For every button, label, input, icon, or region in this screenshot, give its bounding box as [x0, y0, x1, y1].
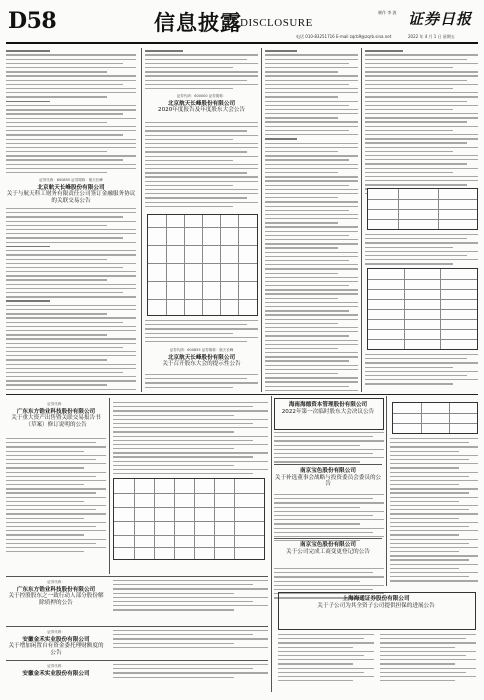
notice-title: 关于子公司为其全资子公司提供担保的进展公告 [317, 602, 435, 609]
text-block [265, 50, 358, 392]
notice-header [6, 664, 106, 677]
text-column [365, 48, 478, 392]
text-block [380, 634, 476, 684]
section-rule [6, 394, 478, 395]
column-rule [361, 48, 362, 392]
notice-rule [6, 660, 268, 661]
editor-line: 制作 李 波 [378, 10, 397, 15]
notice-company: 南京宝色股份有限公司 [300, 542, 356, 548]
date-line: 2022 年 4 月 1 日 星期五 [408, 34, 455, 39]
notice-header [145, 94, 258, 114]
notice-company: 北京航天长峰股份有限公司 [37, 184, 105, 191]
notice-title: 关于与航天科工财务有限责任公司签订金融服务协议的关联交易公告 [6, 191, 136, 204]
notice-rule [6, 626, 268, 627]
paper-logo: 证券日报 [408, 10, 473, 28]
text-block [113, 630, 268, 651]
notice-rule [274, 464, 382, 465]
notice-header [274, 402, 382, 415]
data-table [392, 402, 478, 434]
text-block [365, 50, 478, 197]
text-block [145, 122, 258, 210]
text-block [6, 438, 106, 555]
section-subtitle: DISCLOSURE [240, 17, 313, 29]
column-rule [386, 396, 387, 586]
data-table [113, 478, 265, 560]
text-block [278, 634, 374, 684]
notice-title: 关于补选董事会战略与投资委员会委员的公告 [274, 474, 382, 488]
column-rule [109, 398, 110, 574]
notice-company: 北京航天长峰股份有限公司 [167, 354, 236, 361]
notice-company: 广东东方锆业科技股份有限公司 [16, 408, 96, 415]
text-column [265, 48, 358, 392]
notice-code: 证券代码：600855 证券简称：航天长峰 [169, 348, 234, 352]
text-column [6, 48, 136, 392]
text-block [6, 208, 136, 392]
notice-header [278, 596, 474, 609]
notice-company: 海南海德资本管理股份有限公司 [288, 402, 368, 408]
column-rule [261, 48, 262, 392]
text-block [365, 354, 478, 388]
text-block [274, 432, 384, 466]
column-rule [271, 396, 272, 692]
text-block [113, 580, 268, 614]
notice-company: 安徽金禾实业股份有限公司 [22, 636, 90, 643]
notice-code: 证券代码：600000 证券简称： [176, 94, 227, 98]
notice-header [274, 468, 382, 488]
notice-title: 关于召开股东大会的提示性公告 [162, 361, 241, 368]
notice-header [6, 630, 106, 656]
text-block [113, 664, 268, 681]
notice-rule [6, 576, 268, 577]
notice-code: 证券代码： [47, 630, 65, 634]
text-block [6, 50, 136, 176]
data-table [147, 214, 258, 316]
text-column [145, 48, 258, 392]
notice-company: 南京宝色股份有限公司 [300, 468, 356, 474]
lower-left-section [6, 398, 268, 692]
notice-header [6, 178, 136, 204]
notice-title: 关于增加闲置自有资金委托理财额度的公告 [8, 643, 104, 656]
column-rule [141, 48, 142, 392]
notice-code: 证券代码： [47, 402, 65, 406]
notice-rule [274, 538, 382, 539]
notice-title: 2020年度报告及年度股东大会公告 [158, 107, 245, 114]
text-block [145, 50, 258, 92]
text-block [145, 374, 258, 391]
section-title: 信息披露 [154, 10, 242, 35]
page-body [6, 48, 478, 692]
notice-company: 广东东方锆业科技股份有限公司 [16, 586, 96, 593]
page-number: D58 [8, 8, 57, 34]
notice-header [145, 348, 258, 368]
notice-title: 关于公司完成工商变更登记的公告 [286, 548, 370, 555]
notice-title: 关于控股股东之一致行动人部分股份解除质押的公告 [8, 593, 104, 606]
notice-code: 证券代码：600855 证券简称：航天长峰 [39, 178, 103, 182]
notice-code: 证券代码： [47, 664, 65, 668]
notice-header [6, 402, 106, 428]
lower-right-notice [274, 588, 478, 692]
notice-header [6, 580, 106, 606]
text-block [113, 402, 268, 477]
lower-right-section [390, 398, 478, 588]
contact-line: 电话 010-83251716 E-mail zqrb9@zqrb.sina.net [296, 34, 392, 39]
text-block [145, 320, 258, 345]
data-table [367, 268, 478, 350]
masthead [6, 6, 478, 44]
notice-title: 2022年第一次临时股东大会决议公告 [281, 408, 375, 415]
text-block [365, 234, 478, 268]
notice-company: 安徽金禾实业股份有限公司 [22, 670, 90, 677]
data-table [367, 188, 478, 230]
notice-company: 北京航天长峰股份有限公司 [167, 100, 236, 107]
text-block [274, 494, 384, 544]
notice-title: 关于重大资产出售暨关联交易报告书（草案）修订说明的公告 [11, 415, 101, 428]
notice-header [274, 542, 382, 555]
notice-code: 证券代码： [47, 580, 65, 584]
text-block [390, 438, 478, 585]
notice-company: 上海海通证券股份有限公司 [342, 596, 410, 602]
